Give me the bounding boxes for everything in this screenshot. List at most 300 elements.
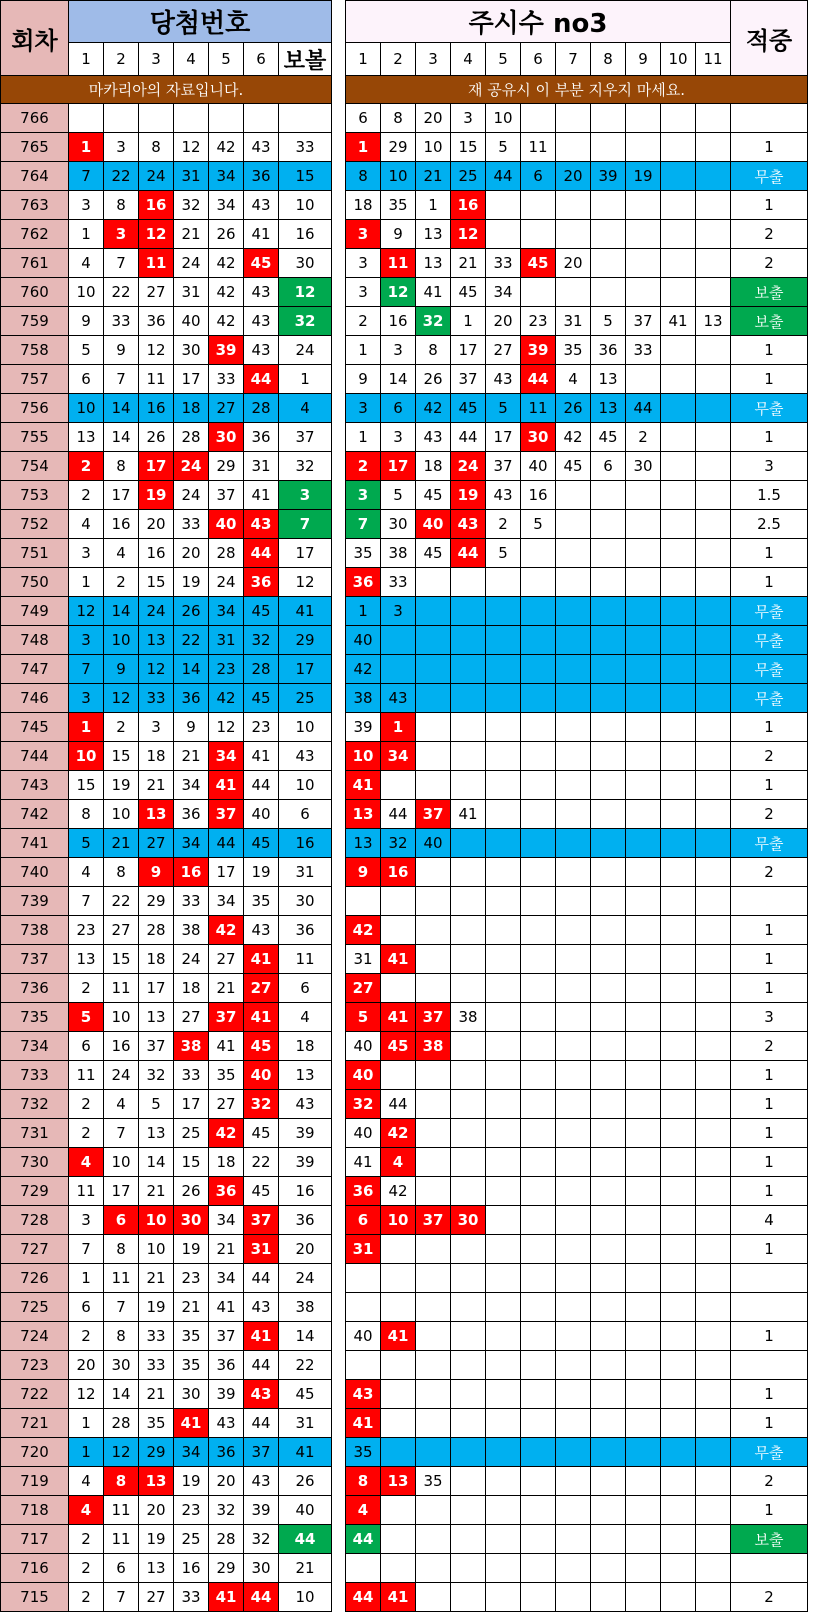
pattern-cell xyxy=(556,1409,591,1438)
win-number-cell: 16 xyxy=(174,1554,209,1583)
win-number-cell: 24 xyxy=(174,452,209,481)
pattern-cell xyxy=(661,1438,696,1467)
round-cell: 760 xyxy=(1,278,69,307)
hit-cell: 1 xyxy=(731,1322,808,1351)
pattern-cell xyxy=(451,1583,486,1612)
win-number-cell: 7 xyxy=(69,655,104,684)
pattern-cell xyxy=(696,568,731,597)
pattern-cell: 2 xyxy=(346,307,381,336)
pattern-cell: 3 xyxy=(381,597,416,626)
bonus-number-cell: 17 xyxy=(279,655,332,684)
win-number-cell: 3 xyxy=(69,684,104,713)
pattern-cell: 2 xyxy=(346,452,381,481)
pattern-cell xyxy=(556,1554,591,1583)
win-number-cell: 9 xyxy=(174,713,209,742)
win-number-cell: 41 xyxy=(244,220,279,249)
win-number-cell: 1 xyxy=(69,133,104,162)
pattern-cell xyxy=(486,1148,521,1177)
win-number-cell: 2 xyxy=(69,481,104,510)
pattern-cell: 1 xyxy=(346,597,381,626)
column-gap xyxy=(332,713,346,742)
pattern-cell xyxy=(591,742,626,771)
win-number-cell: 11 xyxy=(104,1496,139,1525)
column-gap xyxy=(332,1380,346,1409)
pattern-cell xyxy=(416,713,451,742)
win-number-cell: 37 xyxy=(244,1206,279,1235)
pattern-cell xyxy=(661,1090,696,1119)
win-number-cell xyxy=(174,104,209,133)
win-number-cell: 44 xyxy=(244,1583,279,1612)
pattern-cell: 1 xyxy=(451,307,486,336)
bonus-number-cell: 1 xyxy=(279,365,332,394)
win-number-cell: 6 xyxy=(69,1293,104,1322)
pattern-cell xyxy=(626,510,661,539)
pattern-cell xyxy=(346,1351,381,1380)
pattern-cell xyxy=(626,1177,661,1206)
pattern-cell: 30 xyxy=(451,1206,486,1235)
win-number-cell: 31 xyxy=(209,626,244,655)
win-number-cell: 2 xyxy=(104,568,139,597)
bonus-number-cell: 29 xyxy=(279,626,332,655)
bonus-number-cell: 24 xyxy=(279,336,332,365)
pattern-cell: 44 xyxy=(626,394,661,423)
pattern-cell xyxy=(591,771,626,800)
pattern-cell: 10 xyxy=(381,1206,416,1235)
bonus-number-cell: 32 xyxy=(279,452,332,481)
pattern-cell xyxy=(556,742,591,771)
win-number-cell: 14 xyxy=(104,394,139,423)
pattern-cell xyxy=(661,1235,696,1264)
win-number-cell: 27 xyxy=(209,394,244,423)
table-row xyxy=(1,1061,808,1090)
pattern-cell xyxy=(591,568,626,597)
hit-cell: 1 xyxy=(731,191,808,220)
win-number-cell: 22 xyxy=(104,887,139,916)
win-number-cell: 35 xyxy=(139,1409,174,1438)
win-number-cell: 10 xyxy=(104,1148,139,1177)
pattern-col-header: 7 xyxy=(556,43,591,76)
win-number-cell: 12 xyxy=(104,684,139,713)
win-number-cell: 44 xyxy=(244,1409,279,1438)
win-number-cell: 2 xyxy=(104,713,139,742)
pattern-cell xyxy=(521,1293,556,1322)
win-number-cell: 27 xyxy=(139,278,174,307)
win-number-cell xyxy=(209,104,244,133)
table-row xyxy=(1,220,808,249)
column-gap xyxy=(332,307,346,336)
pattern-cell xyxy=(591,1496,626,1525)
win-number-cell: 4 xyxy=(69,858,104,887)
hit-cell: 1 xyxy=(731,133,808,162)
win-number-cell: 12 xyxy=(209,713,244,742)
win-number-cell: 32 xyxy=(174,191,209,220)
win-number-cell: 37 xyxy=(244,1438,279,1467)
pattern-cell: 41 xyxy=(346,1148,381,1177)
pattern-cell xyxy=(661,829,696,858)
hit-cell: 1 xyxy=(731,1409,808,1438)
pattern-cell: 42 xyxy=(346,916,381,945)
round-cell: 737 xyxy=(1,945,69,974)
bonus-number-cell: 36 xyxy=(279,916,332,945)
win-number-cell: 3 xyxy=(69,626,104,655)
pattern-cell xyxy=(591,1293,626,1322)
pattern-cell: 43 xyxy=(346,1380,381,1409)
pattern-cell xyxy=(661,858,696,887)
hit-cell xyxy=(731,104,808,133)
pattern-col-header: 2 xyxy=(381,43,416,76)
pattern-cell xyxy=(626,713,661,742)
pattern-cell: 38 xyxy=(381,539,416,568)
pattern-cell xyxy=(521,1119,556,1148)
pattern-cell: 6 xyxy=(346,1206,381,1235)
win-number-cell: 42 xyxy=(209,1119,244,1148)
round-cell: 724 xyxy=(1,1322,69,1351)
pattern-cell: 39 xyxy=(521,336,556,365)
pattern-cell xyxy=(416,1525,451,1554)
pattern-cell: 8 xyxy=(346,1467,381,1496)
pattern-cell xyxy=(486,1206,521,1235)
column-gap xyxy=(332,76,346,104)
pattern-cell xyxy=(521,713,556,742)
pattern-cell xyxy=(591,626,626,655)
pattern-cell xyxy=(451,1090,486,1119)
pattern-cell xyxy=(661,1554,696,1583)
pattern-cell xyxy=(486,1409,521,1438)
win-number-cell: 21 xyxy=(174,742,209,771)
pattern-cell xyxy=(591,684,626,713)
pattern-cell xyxy=(416,1293,451,1322)
round-cell: 716 xyxy=(1,1554,69,1583)
win-number-cell: 42 xyxy=(209,684,244,713)
pattern-cell: 3 xyxy=(346,394,381,423)
pattern-cell xyxy=(486,800,521,829)
pattern-cell: 35 xyxy=(346,1438,381,1467)
win-number-cell: 34 xyxy=(209,162,244,191)
pattern-cell: 44 xyxy=(521,365,556,394)
win-number-cell: 34 xyxy=(209,742,244,771)
win-number-cell: 45 xyxy=(244,249,279,278)
pattern-cell xyxy=(381,1293,416,1322)
pattern-cell: 44 xyxy=(381,800,416,829)
pattern-cell xyxy=(591,133,626,162)
table-row xyxy=(1,1177,808,1206)
pattern-cell: 31 xyxy=(556,307,591,336)
column-gap xyxy=(332,481,346,510)
round-cell: 721 xyxy=(1,1409,69,1438)
pattern-cell xyxy=(696,1496,731,1525)
win-number-cell: 29 xyxy=(209,1554,244,1583)
win-number-cell: 24 xyxy=(104,1061,139,1090)
pattern-cell: 6 xyxy=(381,394,416,423)
pattern-cell: 5 xyxy=(521,510,556,539)
pattern-cell xyxy=(661,974,696,1003)
pattern-cell: 5 xyxy=(381,481,416,510)
pattern-cell xyxy=(661,1264,696,1293)
win-number-cell: 16 xyxy=(139,394,174,423)
pattern-cell: 30 xyxy=(381,510,416,539)
pattern-cell xyxy=(521,1380,556,1409)
hit-cell: 1 xyxy=(731,1235,808,1264)
pattern-cell xyxy=(626,1119,661,1148)
win-number-cell: 13 xyxy=(69,945,104,974)
pattern-cell xyxy=(486,1351,521,1380)
table-row xyxy=(1,713,808,742)
table-row xyxy=(1,916,808,945)
pattern-cell xyxy=(696,104,731,133)
pattern-cell xyxy=(416,568,451,597)
win-number-cell: 36 xyxy=(209,1351,244,1380)
pattern-cell xyxy=(486,1177,521,1206)
pattern-cell: 43 xyxy=(486,365,521,394)
pattern-cell xyxy=(451,1409,486,1438)
pattern-cell: 40 xyxy=(346,626,381,655)
pattern-cell: 29 xyxy=(381,133,416,162)
win-number-cell: 12 xyxy=(139,655,174,684)
pattern-cell xyxy=(661,394,696,423)
column-gap xyxy=(332,1322,346,1351)
pattern-cell xyxy=(556,1148,591,1177)
table-row xyxy=(1,1467,808,1496)
pattern-col-header: 3 xyxy=(416,43,451,76)
pattern-cell: 8 xyxy=(416,336,451,365)
bonus-number-cell: 43 xyxy=(279,1090,332,1119)
pattern-cell: 36 xyxy=(346,568,381,597)
win-number-cell: 45 xyxy=(244,1119,279,1148)
pattern-cell: 21 xyxy=(416,162,451,191)
win-number-cell: 3 xyxy=(139,713,174,742)
pattern-cell xyxy=(521,1148,556,1177)
win-number-cell: 11 xyxy=(139,365,174,394)
pattern-cell xyxy=(696,1438,731,1467)
hit-cell: 1 xyxy=(731,423,808,452)
round-cell: 733 xyxy=(1,1061,69,1090)
pattern-cell: 45 xyxy=(451,278,486,307)
pattern-cell: 13 xyxy=(696,307,731,336)
pattern-cell xyxy=(451,626,486,655)
pattern-cell xyxy=(591,1583,626,1612)
pattern-cell xyxy=(626,1293,661,1322)
pattern-cell: 3 xyxy=(346,481,381,510)
hit-cell: 보출 xyxy=(731,307,808,336)
round-cell: 722 xyxy=(1,1380,69,1409)
pattern-cell xyxy=(451,655,486,684)
pattern-cell xyxy=(661,887,696,916)
pattern-cell xyxy=(591,597,626,626)
table-row xyxy=(1,1322,808,1351)
pattern-cell xyxy=(626,1496,661,1525)
pattern-cell xyxy=(416,597,451,626)
pattern-cell: 13 xyxy=(346,800,381,829)
pattern-cell xyxy=(416,1148,451,1177)
win-number-cell: 22 xyxy=(104,278,139,307)
win-number-cell: 21 xyxy=(139,1380,174,1409)
win-number-cell: 3 xyxy=(69,539,104,568)
table-row xyxy=(1,597,808,626)
round-cell: 751 xyxy=(1,539,69,568)
hit-cell: 1 xyxy=(731,974,808,1003)
pattern-cell xyxy=(521,1264,556,1293)
win-number-cell: 33 xyxy=(174,510,209,539)
win-number-cell: 39 xyxy=(209,1380,244,1409)
hit-cell: 1 xyxy=(731,1496,808,1525)
pattern-cell: 42 xyxy=(416,394,451,423)
pattern-cell xyxy=(661,104,696,133)
round-cell: 723 xyxy=(1,1351,69,1380)
win-number-cell: 7 xyxy=(104,365,139,394)
win-number-cell: 43 xyxy=(244,1467,279,1496)
pattern-cell xyxy=(416,1119,451,1148)
pattern-cell xyxy=(451,1293,486,1322)
pattern-cell xyxy=(661,423,696,452)
pattern-cell: 27 xyxy=(346,974,381,1003)
win-number-cell: 10 xyxy=(69,742,104,771)
pattern-cell: 3 xyxy=(451,104,486,133)
pattern-cell xyxy=(591,1148,626,1177)
pattern-cell xyxy=(486,1235,521,1264)
bonus-col-header: 보볼 xyxy=(279,43,332,76)
pattern-cell xyxy=(486,1322,521,1351)
pattern-cell xyxy=(416,1177,451,1206)
round-cell: 730 xyxy=(1,1148,69,1177)
pattern-cell xyxy=(416,1496,451,1525)
column-gap xyxy=(332,104,346,133)
round-cell: 755 xyxy=(1,423,69,452)
win-col-header: 1 xyxy=(69,43,104,76)
pattern-cell xyxy=(591,1322,626,1351)
bonus-number-cell: 10 xyxy=(279,1583,332,1612)
win-number-cell: 12 xyxy=(69,597,104,626)
pattern-cell: 42 xyxy=(381,1177,416,1206)
pattern-cell xyxy=(626,539,661,568)
hit-cell: 1 xyxy=(731,365,808,394)
winning-numbers-header: 당첨번호 xyxy=(69,1,332,43)
pattern-cell xyxy=(451,1322,486,1351)
hit-cell: 2 xyxy=(731,1032,808,1061)
pattern-cell xyxy=(591,104,626,133)
win-number-cell: 7 xyxy=(69,1235,104,1264)
pattern-cell xyxy=(626,974,661,1003)
table-row xyxy=(1,336,808,365)
bonus-number-cell: 41 xyxy=(279,1438,332,1467)
pattern-cell xyxy=(626,1467,661,1496)
win-number-cell: 34 xyxy=(209,597,244,626)
pattern-col-header: 1 xyxy=(346,43,381,76)
hit-cell: 2 xyxy=(731,800,808,829)
pattern-cell xyxy=(486,655,521,684)
round-cell: 752 xyxy=(1,510,69,539)
win-number-cell: 14 xyxy=(174,655,209,684)
table-row xyxy=(1,307,808,336)
win-number-cell: 19 xyxy=(244,858,279,887)
pattern-cell xyxy=(556,1293,591,1322)
round-cell: 750 xyxy=(1,568,69,597)
hit-cell: 보출 xyxy=(731,278,808,307)
round-cell: 753 xyxy=(1,481,69,510)
pattern-cell xyxy=(381,1264,416,1293)
pattern-cell xyxy=(626,916,661,945)
pattern-cell xyxy=(591,510,626,539)
win-number-cell: 34 xyxy=(209,887,244,916)
pattern-cell xyxy=(661,1525,696,1554)
win-number-cell: 29 xyxy=(139,887,174,916)
bonus-number-cell: 22 xyxy=(279,1351,332,1380)
pattern-cell: 40 xyxy=(416,510,451,539)
pattern-cell xyxy=(346,1264,381,1293)
pattern-cell xyxy=(451,742,486,771)
pattern-cell: 45 xyxy=(556,452,591,481)
table-row xyxy=(1,1119,808,1148)
bonus-number-cell: 25 xyxy=(279,684,332,713)
win-number-cell: 41 xyxy=(174,1409,209,1438)
table-row xyxy=(1,945,808,974)
win-number-cell: 17 xyxy=(174,1090,209,1119)
win-number-cell: 44 xyxy=(244,1351,279,1380)
hit-cell xyxy=(731,1293,808,1322)
win-number-cell: 8 xyxy=(104,1235,139,1264)
pattern-cell: 43 xyxy=(416,423,451,452)
pattern-cell: 4 xyxy=(346,1496,381,1525)
pattern-cell xyxy=(696,1380,731,1409)
table-row xyxy=(1,365,808,394)
pattern-cell xyxy=(486,1061,521,1090)
table-row xyxy=(1,742,808,771)
pattern-cell: 41 xyxy=(346,771,381,800)
bonus-number-cell: 24 xyxy=(279,1264,332,1293)
pattern-cell xyxy=(696,481,731,510)
win-number-cell: 24 xyxy=(174,481,209,510)
round-cell: 745 xyxy=(1,713,69,742)
pattern-cell: 41 xyxy=(451,800,486,829)
pattern-cell xyxy=(591,974,626,1003)
bonus-number-cell: 44 xyxy=(279,1525,332,1554)
pattern-cell xyxy=(661,1293,696,1322)
hit-cell: 2 xyxy=(731,858,808,887)
table-row xyxy=(1,568,808,597)
win-number-cell: 6 xyxy=(69,1032,104,1061)
pattern-cell xyxy=(521,858,556,887)
pattern-cell xyxy=(416,858,451,887)
win-col-header: 2 xyxy=(104,43,139,76)
pattern-cell xyxy=(451,1119,486,1148)
pattern-cell: 38 xyxy=(451,1003,486,1032)
win-number-cell: 4 xyxy=(69,1496,104,1525)
pattern-cell: 34 xyxy=(381,742,416,771)
win-number-cell: 8 xyxy=(104,858,139,887)
pattern-cell xyxy=(416,626,451,655)
hit-cell: 1 xyxy=(731,1061,808,1090)
pattern-cell xyxy=(416,1554,451,1583)
column-gap xyxy=(332,1496,346,1525)
win-number-cell: 14 xyxy=(104,1380,139,1409)
win-number-cell: 34 xyxy=(209,191,244,220)
win-number-cell: 30 xyxy=(174,1380,209,1409)
pattern-cell xyxy=(626,220,661,249)
win-number-cell: 28 xyxy=(174,423,209,452)
hit-cell: 1 xyxy=(731,336,808,365)
pattern-cell: 45 xyxy=(381,1032,416,1061)
win-number-cell: 22 xyxy=(174,626,209,655)
pattern-cell xyxy=(451,1177,486,1206)
pattern-cell xyxy=(626,1032,661,1061)
pattern-cell: 1 xyxy=(346,336,381,365)
win-number-cell: 32 xyxy=(244,1090,279,1119)
win-number-cell: 22 xyxy=(244,1148,279,1177)
bonus-number-cell: 10 xyxy=(279,771,332,800)
win-number-cell: 44 xyxy=(244,365,279,394)
column-gap xyxy=(332,1554,346,1583)
pattern-cell xyxy=(416,974,451,1003)
win-number-cell: 20 xyxy=(209,1467,244,1496)
